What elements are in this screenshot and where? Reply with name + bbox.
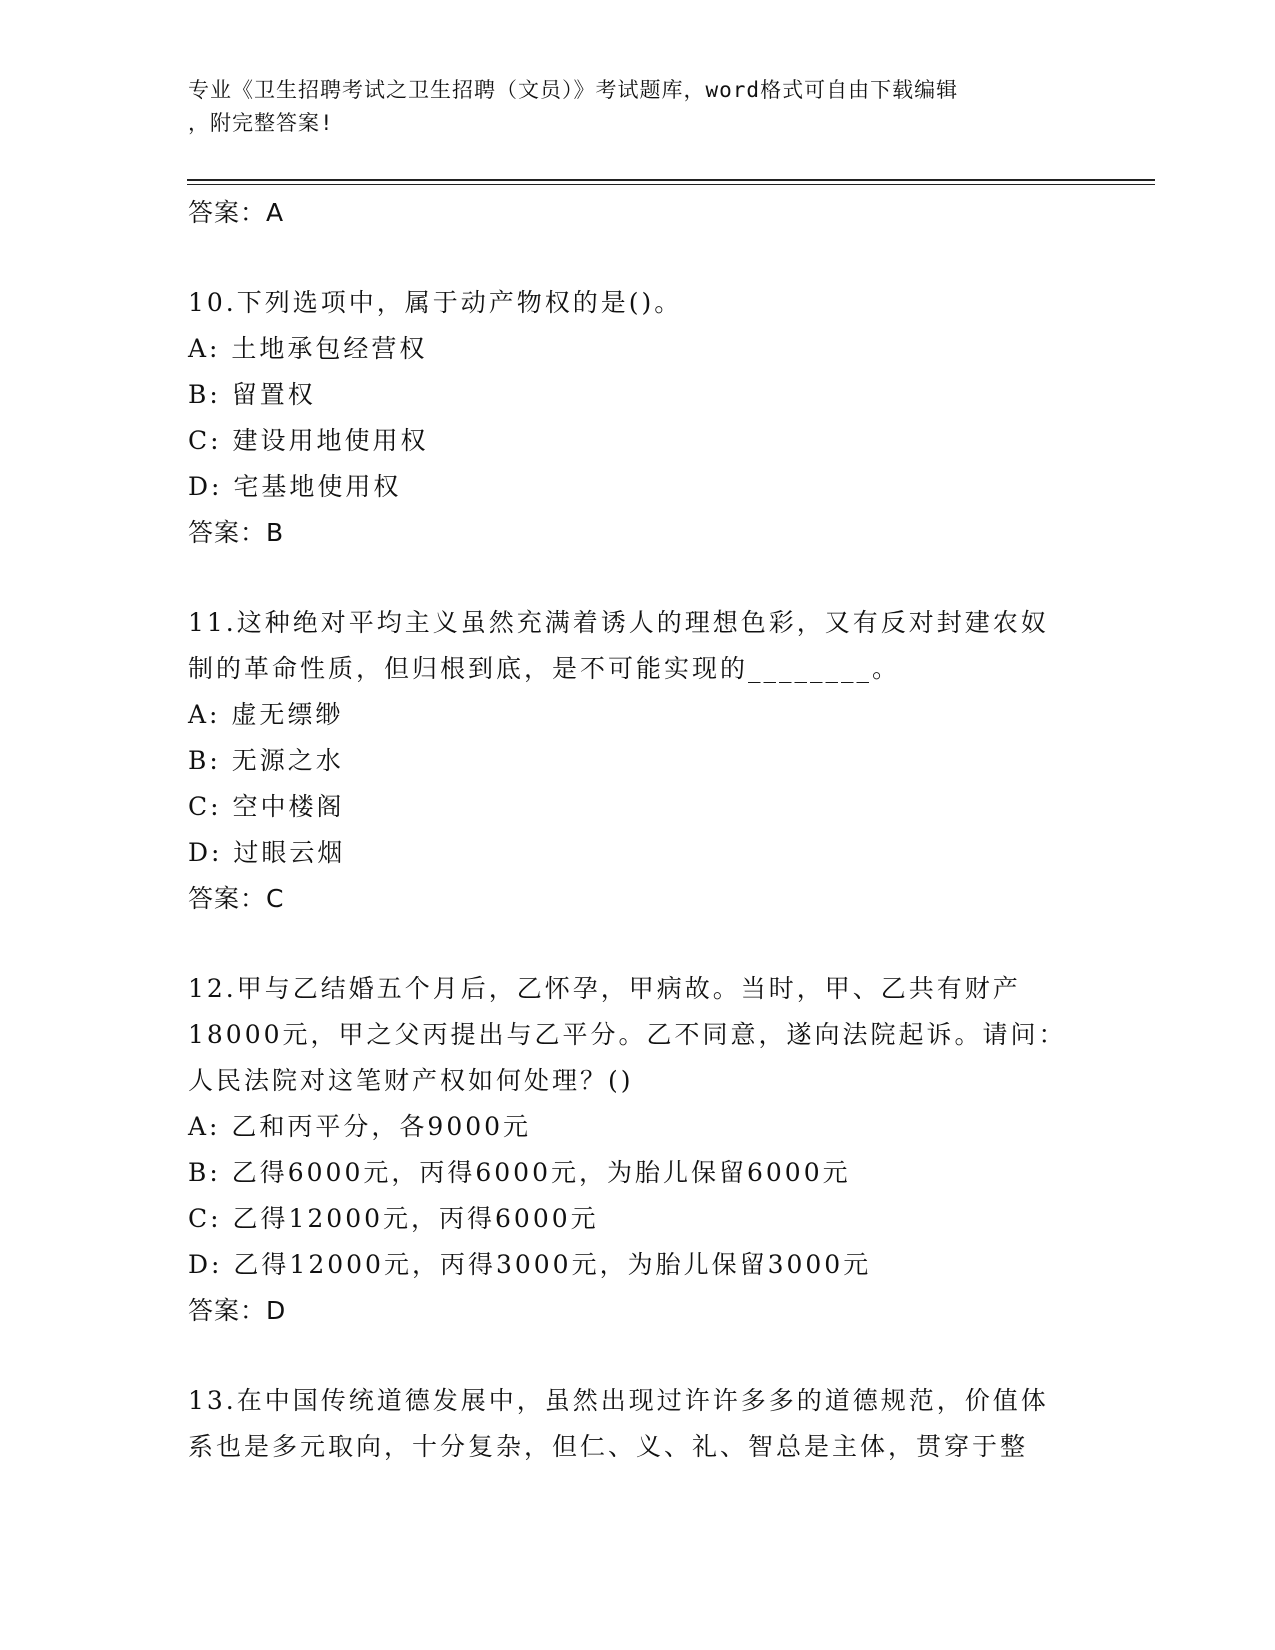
answer-line [188,190,1088,236]
answer-label: 答案： [188,1296,267,1325]
header-line-2: ，附完整答案! [188,111,334,135]
section-gap [188,1334,1088,1378]
option-b: B: 乙得6000元，丙得6000元，为胎儿保留6000元 [188,1158,851,1187]
question-text: 人民法院对这笔财产权如何处理？() [188,1066,634,1095]
section-gap [188,236,1088,280]
option-d: D: 乙得12000元，丙得3000元，为胎儿保留3000元 [188,1250,872,1279]
answer-line [188,510,1088,556]
option-d: D: 过眼云烟 [188,838,346,867]
question-block [188,1378,1088,1470]
question-text: 18000元，甲之父丙提出与乙平分。乙不同意，遂向法院起诉。请问： [188,1020,1067,1049]
header-rule-thin [187,184,1155,185]
option-d: D: 宅基地使用权 [188,472,402,501]
answer-line [188,876,1088,922]
answer-label: 答案： [188,884,267,913]
answer-value: C [266,884,285,913]
header-rule-thick [187,179,1155,181]
answer-value: A [266,198,285,227]
option-c: C: 空中楼阁 [188,792,345,821]
answer-line [188,1288,1088,1334]
option-a: A: 虚无缥缈 [188,700,344,729]
question-block [188,966,1088,1334]
question-block [188,280,1088,556]
document-body [188,190,1088,1470]
option-c: C: 乙得12000元，丙得6000元 [188,1204,599,1233]
question-text: 系也是多元取向，十分复杂，但仁、义、礼、智总是主体，贯穿于整 [188,1432,1029,1461]
option-a: A: 乙和丙平分，各9000元 [188,1112,532,1141]
question-text: 11.这种绝对平均主义虽然充满着诱人的理想色彩，又有反对封建农奴 [188,608,1049,637]
question-text: 10.下列选项中，属于动产物权的是()。 [188,288,683,317]
answer-label: 答案： [188,518,267,547]
option-a: A: 土地承包经营权 [188,334,428,363]
question-block [188,600,1088,922]
document-header [188,74,1068,140]
answer-value: D [266,1296,287,1325]
header-line-1: 专业《卫生招聘考试之卫生招聘（文员）》考试题库，word格式可自由下载编辑 [188,78,959,102]
question-text: 12.甲与乙结婚五个月后，乙怀孕，甲病故。当时，甲、乙共有财产 [188,974,1021,1003]
question-text: 制的革命性质，但归根到底，是不可能实现的________。 [188,654,901,683]
section-gap [188,556,1088,600]
question-text: 13.在中国传统道德发展中，虽然出现过许许多多的道德规范，价值体 [188,1386,1049,1415]
answer-label: 答案： [188,198,267,227]
option-b: B: 无源之水 [188,746,344,775]
section-gap [188,922,1088,966]
answer-value: B [266,518,285,547]
option-b: B: 留置权 [188,380,316,409]
option-c: C: 建设用地使用权 [188,426,429,455]
